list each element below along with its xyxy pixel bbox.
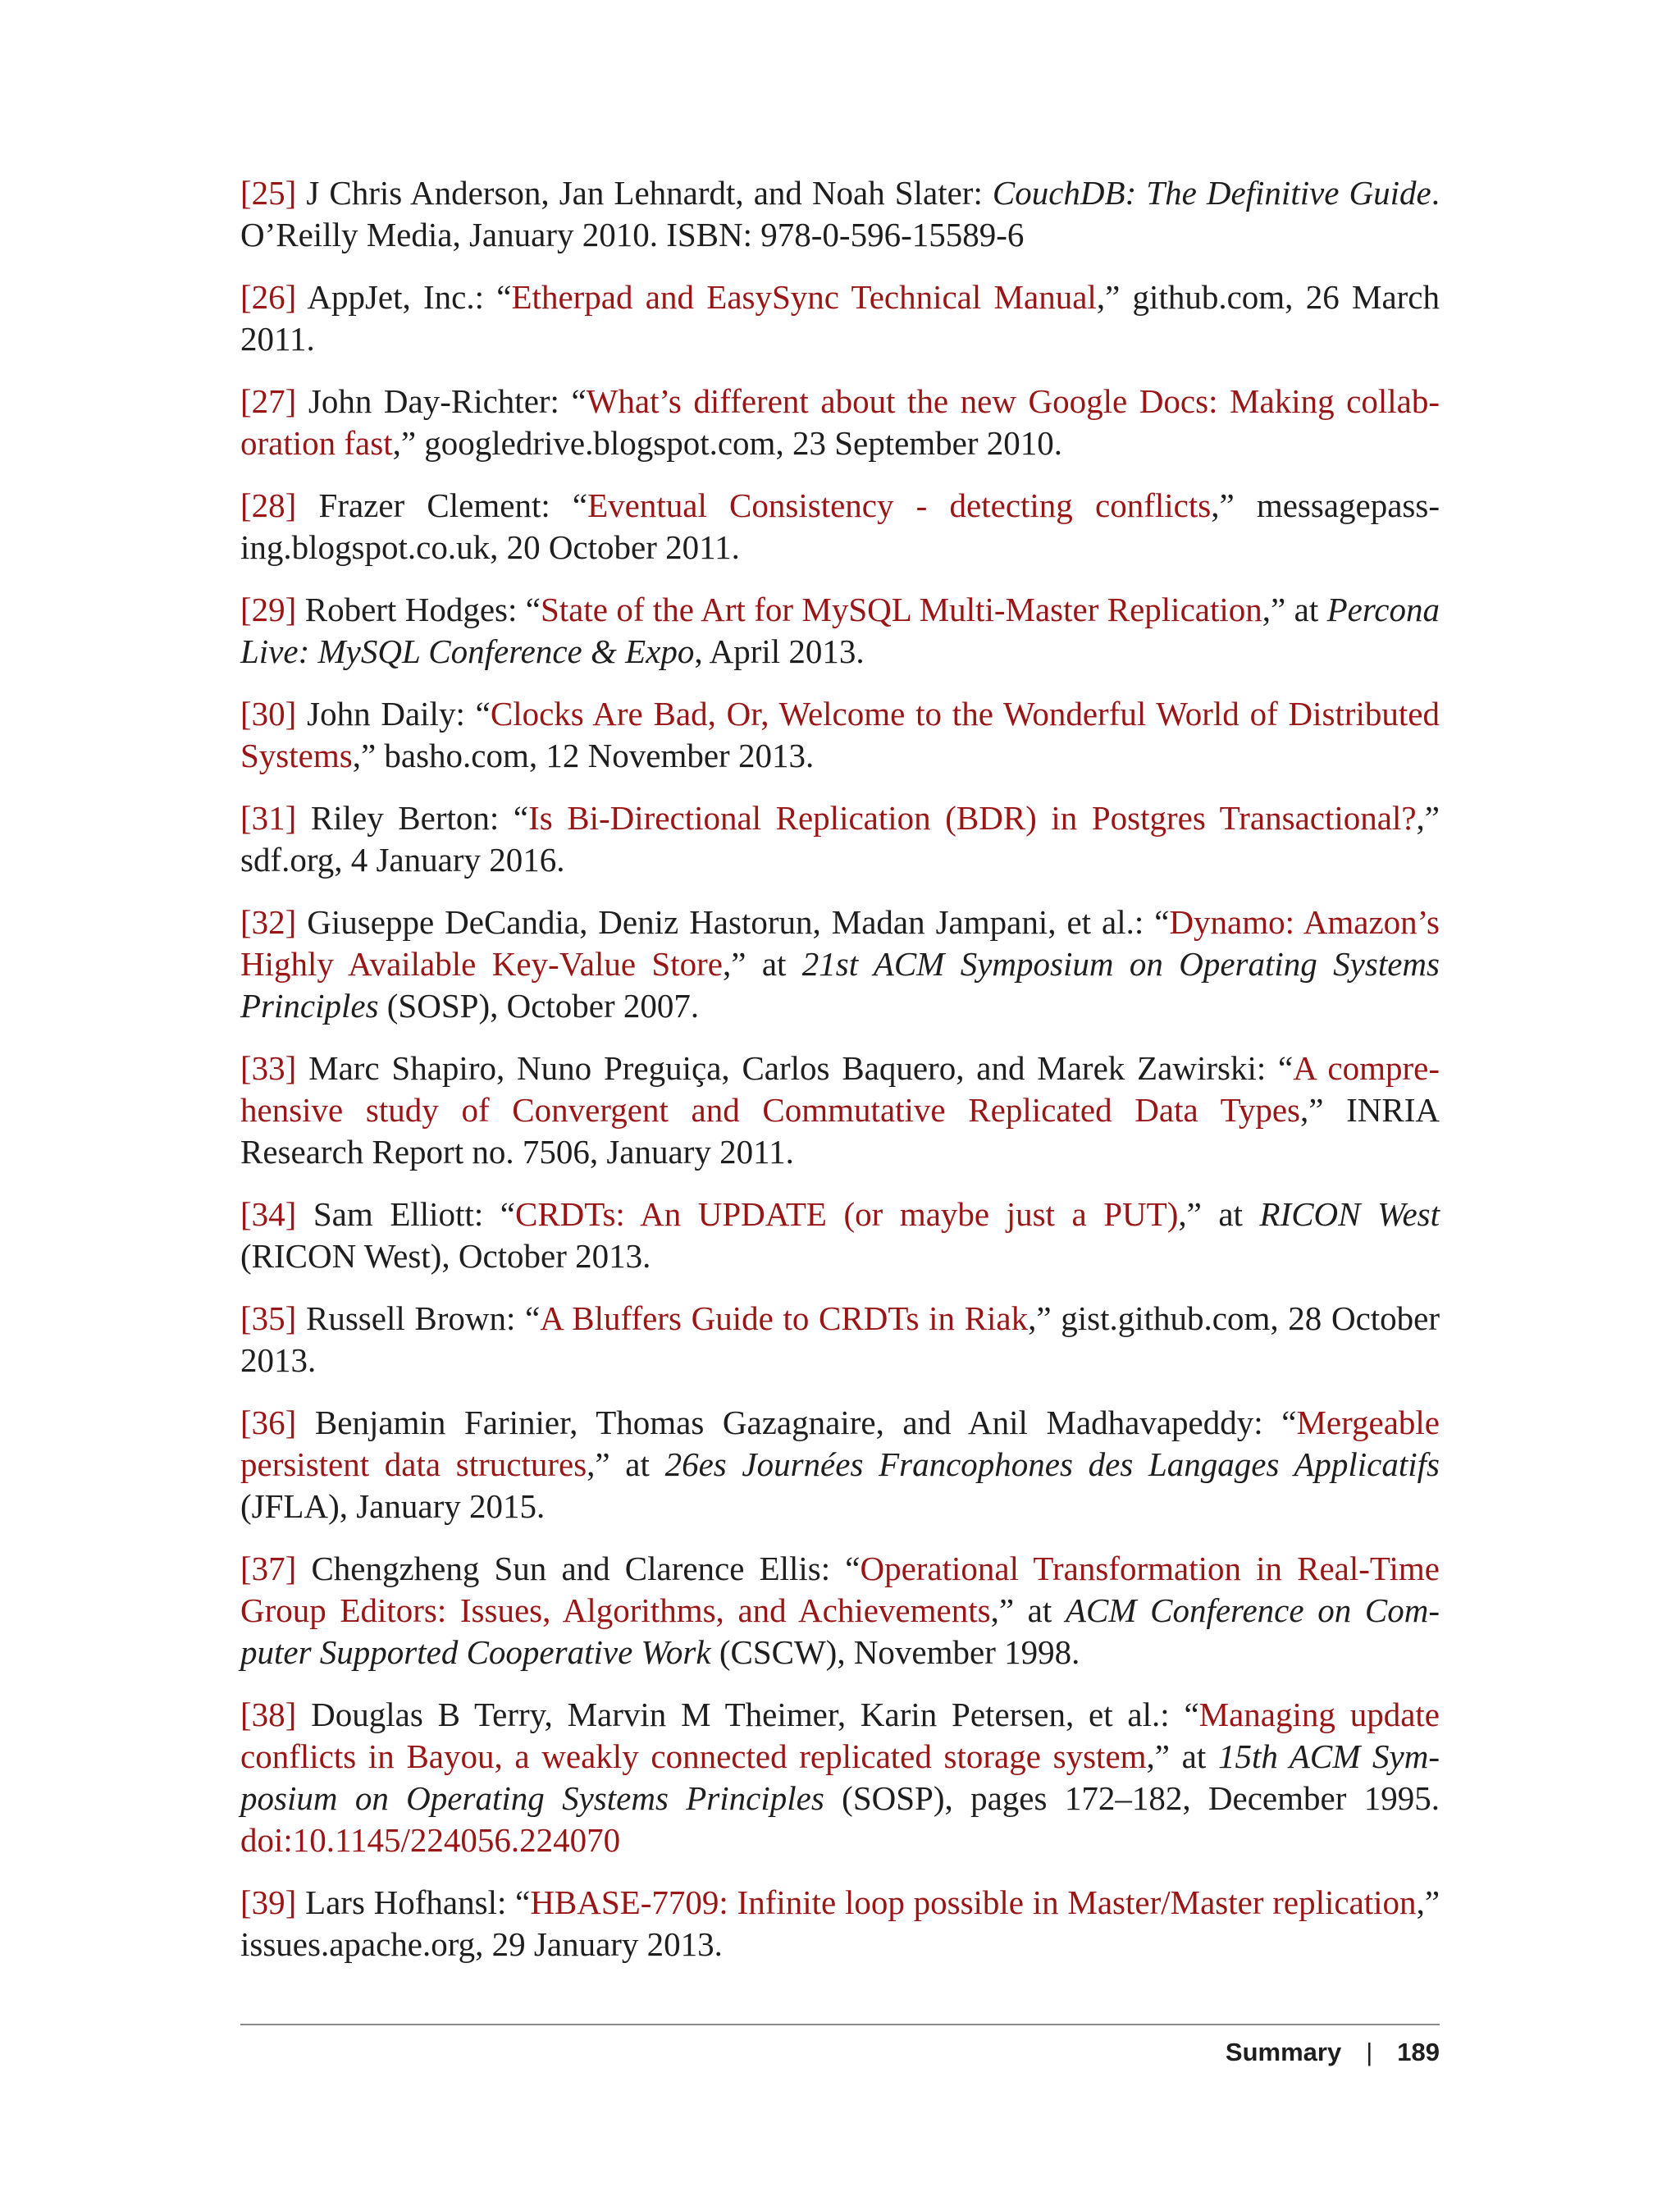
reference-number-link[interactable]: [35] [240, 1299, 297, 1337]
reference-entry [240, 276, 1440, 360]
reference-entry [240, 589, 1440, 673]
reference-text: Giuseppe DeCandia, Deniz Hastorun, Madan Jampani, et al.: “ [296, 903, 1170, 941]
reference-entry [240, 1048, 1440, 1173]
reference-venue: ACM Conference on Computer Supported Cooperative Work [240, 1591, 1440, 1671]
reference-title-link[interactable]: Is Bi-Directional Replication (BDR) in Postgres Transactional? [528, 799, 1417, 837]
reference-entry [240, 1548, 1440, 1673]
reference-number-link[interactable]: [32] [240, 903, 297, 941]
reference-title-link[interactable]: A Bluffers Guide to CRDTs in Riak [540, 1299, 1029, 1337]
reference-text: ,” at [1146, 1737, 1218, 1775]
reference-number-link[interactable]: [31] [240, 799, 297, 837]
reference-venue: 21st ACM Symposium on Operating Systems Principles [240, 945, 1440, 1025]
reference-text: AppJet, Inc.: “ [296, 278, 512, 316]
reference-text: Riley Berton: “ [296, 799, 529, 837]
reference-text: , April 2013. [694, 632, 865, 670]
reference-text: Chengzheng Sun and Clarence Ellis: “ [296, 1550, 861, 1587]
reference-text: ,” issues.apache.org, 29 January 2013. [240, 1883, 1440, 1963]
reference-text: ,” basho.com, 12 November 2013. [352, 737, 815, 774]
reference-number-link[interactable]: [25] [240, 174, 297, 212]
page-number: 189 [1397, 2038, 1440, 2066]
reference-number-link[interactable]: [29] [240, 591, 297, 628]
reference-text: Russell Brown: “ [296, 1299, 541, 1337]
reference-entry [240, 1882, 1440, 1965]
reference-text: (JFLA), January 2015. [240, 1487, 546, 1525]
reference-text: Lars Hofhansl: “ [296, 1883, 531, 1921]
reference-title-link[interactable]: What’s different about the new Google Docs: Making collaboration fast [240, 382, 1440, 462]
reference-number-link[interactable]: [26] [240, 278, 297, 316]
reference-text: ,” at [587, 1445, 665, 1483]
reference-title-link[interactable]: Dynamo: Amazon’s Highly Available Key-Value Store [240, 903, 1440, 983]
reference-title-link[interactable]: Eventual Consistency - detecting conflicts [587, 486, 1212, 524]
reference-venue: RICON West [1259, 1195, 1440, 1233]
footer-section-title: Summary [1225, 2038, 1342, 2066]
reference-title-link[interactable]: Clocks Are Bad, Or, Welcome to the Wonderful World of Distributed Systems [240, 695, 1440, 774]
reference-venue: 26es Journées Francophones des Langages Applicatifs [664, 1445, 1440, 1483]
reference-text: ,” at [1262, 591, 1327, 628]
reference-venue: Percona Live: MySQL Conference & Expo [240, 591, 1440, 670]
reference-text: (SOSP), pages 172–182, December 1995. [824, 1779, 1440, 1817]
reference-entry [240, 1694, 1440, 1861]
reference-title-link[interactable]: doi:10.1145/224056.224070 [240, 1821, 621, 1859]
reference-text: ,” messagepassing.blogspot.co.uk, 20 October 2011. [240, 486, 1440, 566]
reference-number-link[interactable]: [37] [240, 1550, 297, 1587]
reference-text: Benjamin Farinier, Thomas Gazagnaire, and Anil Madhavapeddy: “ [296, 1404, 1297, 1441]
reference-number-link[interactable]: [39] [240, 1883, 297, 1921]
reference-text: ,” googledrive.blogspot.com, 23 September 2010. [392, 424, 1063, 462]
reference-text: ,” at [722, 945, 802, 983]
reference-text: John Daily: “ [296, 695, 491, 733]
reference-list [240, 172, 1440, 1986]
reference-entry [240, 381, 1440, 464]
reference-entry [240, 1298, 1440, 1381]
reference-text: ,” gist.github.com, 28 October 2013. [240, 1299, 1440, 1379]
reference-entry [240, 172, 1440, 256]
reference-text: Frazer Clement: “ [296, 486, 588, 524]
reference-number-link[interactable]: [28] [240, 486, 297, 524]
reference-title-link[interactable]: A comprehensive study of Convergent and Commutative Replicated Data Types [240, 1049, 1440, 1129]
footer-separator: | [1366, 2038, 1373, 2066]
reference-venue: CouchDB: The Definitive Guide [992, 174, 1431, 212]
reference-venue: 15th ACM Symposium on Operating Systems Principles [240, 1737, 1440, 1817]
reference-title-link[interactable]: CRDTs: An UPDATE (or maybe just a PUT) [514, 1195, 1179, 1233]
reference-text: Sam Elliott: “ [296, 1195, 515, 1233]
reference-number-link[interactable]: [33] [240, 1049, 297, 1087]
reference-text: Robert Hodges: “ [296, 591, 541, 628]
reference-text: ,” at [990, 1591, 1066, 1629]
reference-entry [240, 485, 1440, 568]
reference-title-link[interactable]: State of the Art for MySQL Multi-Master Replication [540, 591, 1262, 628]
reference-text: John Day-Richter: “ [296, 382, 587, 420]
reference-number-link[interactable]: [38] [240, 1696, 297, 1733]
reference-text: J Chris Anderson, Jan Lehnardt, and Noah Slater: [296, 174, 993, 212]
reference-text: (SOSP), October 2007. [378, 987, 700, 1025]
reference-title-link[interactable]: Operational Transformation in Real-Time Group Editors: Issues, Algorithms, and Achievements [240, 1550, 1440, 1629]
reference-text: . O’Reilly Media, January 2010. ISBN: 978-0-596-15589-6 [240, 174, 1440, 253]
reference-title-link[interactable]: HBASE-7709: Infinite loop possible in Master/Master replication [530, 1883, 1417, 1921]
reference-number-link[interactable]: [30] [240, 695, 297, 733]
reference-text: ,” INRIA Research Report no. 7506, January 2011. [240, 1091, 1440, 1171]
reference-text: ,” at [1178, 1195, 1260, 1233]
reference-entry [240, 693, 1440, 777]
reference-number-link[interactable]: [27] [240, 382, 297, 420]
reference-text: Douglas B Terry, Marvin M Theimer, Karin Petersen, et al.: “ [296, 1696, 1199, 1733]
reference-text: Marc Shapiro, Nuno Preguiça, Carlos Baquero, and Marek Zawirski: “ [296, 1049, 1294, 1087]
page-footer [1226, 2036, 1440, 2069]
reference-number-link[interactable]: [34] [240, 1195, 297, 1233]
reference-text: ,” github.com, 26 March 2011. [240, 278, 1440, 358]
reference-number-link[interactable]: [36] [240, 1404, 297, 1441]
reference-text: (CSCW), November 1998. [710, 1633, 1080, 1671]
reference-text: (RICON West), October 2013. [240, 1237, 651, 1275]
reference-entry [240, 797, 1440, 881]
reference-title-link[interactable]: Managing update conflicts in Bayou, a weakly connected replicated storage system [240, 1696, 1440, 1775]
reference-entry [240, 1402, 1440, 1527]
reference-entry [240, 1194, 1440, 1277]
footer-rule [240, 2024, 1440, 2025]
reference-text: ,” sdf.org, 4 January 2016. [240, 799, 1440, 879]
reference-title-link[interactable]: Etherpad and EasySync Technical Manual [511, 278, 1097, 316]
reference-title-link[interactable]: Mergeable persistent data structures [240, 1404, 1440, 1483]
reference-entry [240, 902, 1440, 1027]
